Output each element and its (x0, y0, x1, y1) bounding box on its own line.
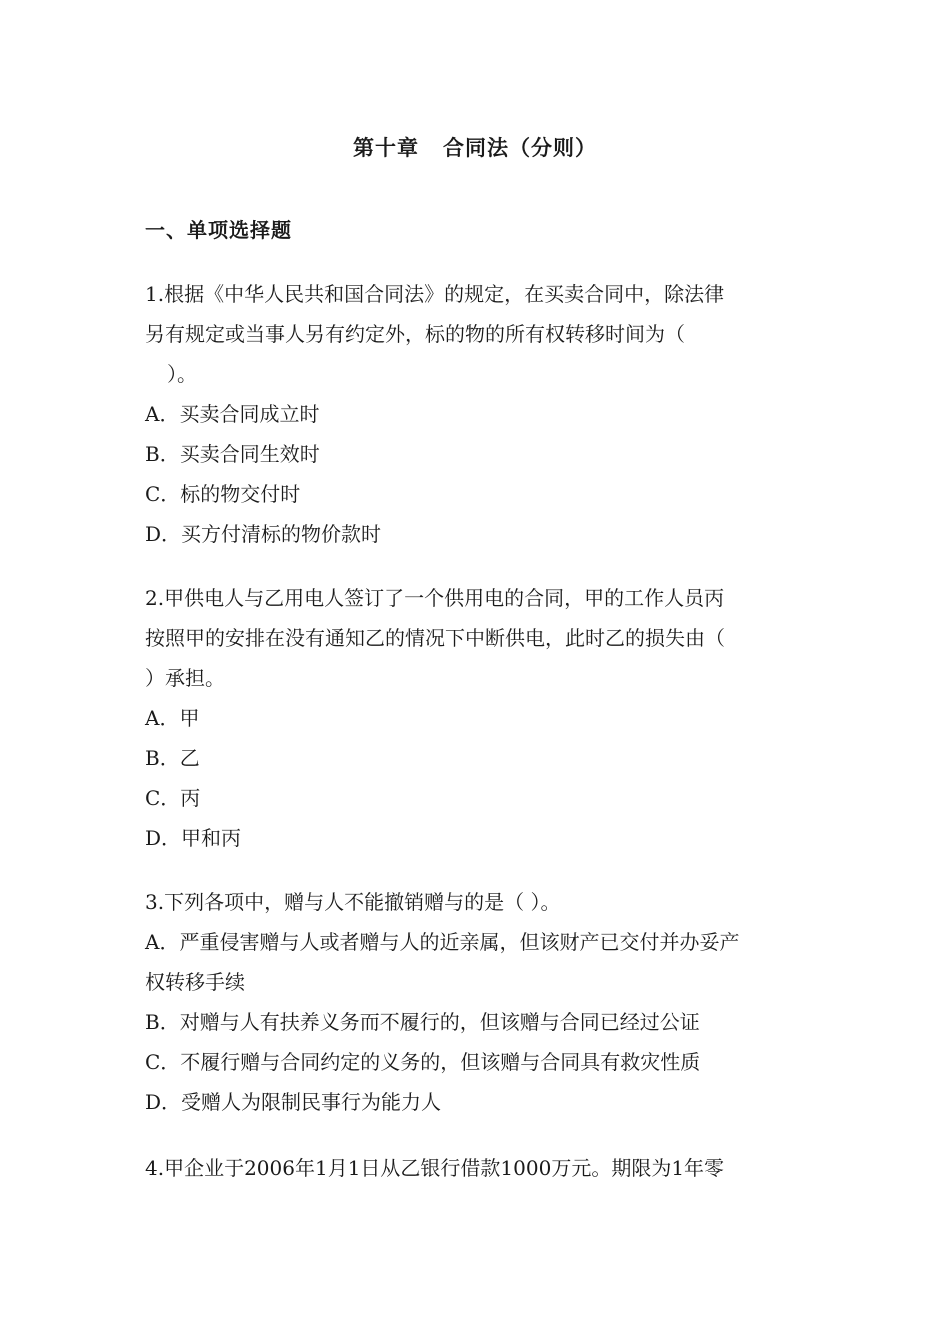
question-1-line-1: 1.根据《中华人民共和国合同法》的规定，在买卖合同中，除法律 (145, 282, 725, 306)
question-1-option-a: A．买卖合同成立时 (145, 402, 320, 426)
question-1-option-d: D．买方付清标的物价款时 (145, 522, 382, 546)
section-heading: 一、单项选择题 (145, 218, 292, 242)
question-2 (145, 578, 810, 858)
question-1 (145, 274, 810, 554)
question-2-line-1: 2.甲供电人与乙用电人签订了一个供用电的合同，甲的工作人员丙 (145, 586, 725, 610)
chapter-name: 合同法（分则） (443, 136, 597, 160)
question-4-line-1: 4.甲企业于2006年1月1日从乙银行借款1000万元。期限为1年零 (145, 1156, 725, 1180)
question-1-line-2: 另有规定或当事人另有约定外，标的物的所有权转移时间为（ (145, 322, 685, 346)
question-4 (145, 1148, 810, 1188)
question-3 (145, 882, 810, 1122)
question-2-line-3: ）承担。 (145, 666, 225, 690)
question-3-option-a: A．严重侵害赠与人或者赠与人的近亲属，但该财产已交付并办妥产 (145, 930, 740, 954)
question-3-line-1: 3.下列各项中，赠与人不能撤销赠与的是（ ）。 (145, 890, 561, 914)
question-3-option-d: D．受赠人为限制民事行为能力人 (145, 1090, 442, 1114)
question-2-option-d: D．甲和丙 (145, 826, 242, 850)
question-3-option-c: C．不履行赠与合同约定的义务的，但该赠与合同具有救灾性质 (145, 1050, 701, 1074)
question-3-option-b: B．对赠与人有扶养义务而不履行的，但该赠与合同已经过公证 (145, 1010, 700, 1034)
question-1-option-b: B．买卖合同生效时 (145, 442, 320, 466)
question-3-option-a-cont: 权转移手续 (145, 970, 245, 994)
chapter-number: 第十章 (353, 136, 419, 160)
question-2-line-2: 按照甲的安排在没有通知乙的情况下中断供电，此时乙的损失由（ (145, 626, 725, 650)
question-2-option-c: C．丙 (145, 786, 201, 810)
question-2-option-a: A．甲 (145, 706, 200, 730)
chapter-title (0, 132, 950, 162)
question-2-option-b: B．乙 (145, 746, 200, 770)
question-1-option-c: C．标的物交付时 (145, 482, 301, 506)
question-1-line-3: ）。 (167, 362, 197, 386)
